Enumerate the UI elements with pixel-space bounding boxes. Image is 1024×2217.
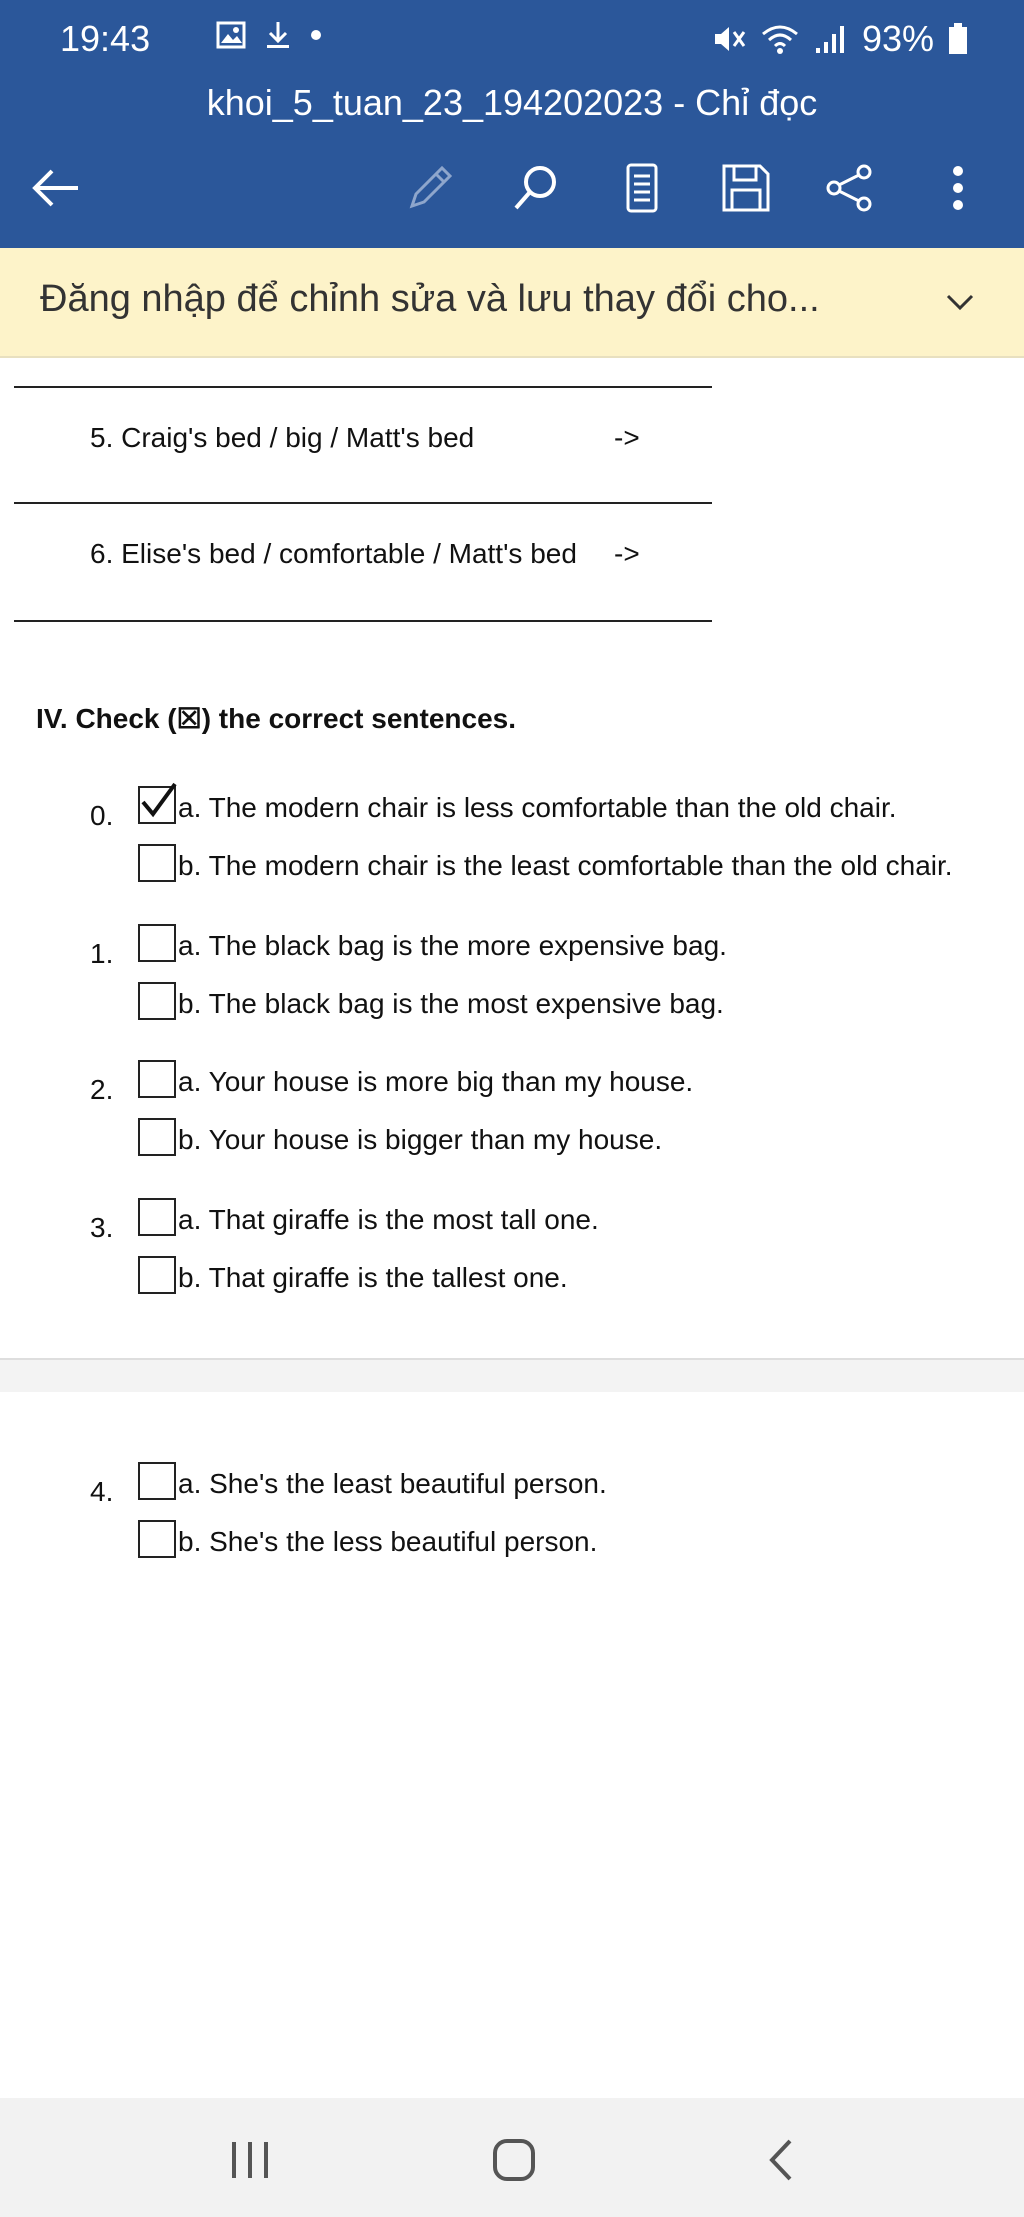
checkbox[interactable] xyxy=(138,1462,176,1500)
option-1b xyxy=(138,982,724,1020)
checkbox[interactable] xyxy=(138,924,176,962)
checkbox[interactable] xyxy=(138,1060,176,1098)
signal-icon xyxy=(814,24,848,54)
option-text: a. She's the least beautiful person. xyxy=(178,1468,607,1499)
section-heading: IV. Check (☒) the correct sentences. xyxy=(36,703,517,734)
share-icon xyxy=(824,162,876,214)
option-3b xyxy=(138,1256,568,1294)
option-text: b. She's the less beautiful person. xyxy=(178,1526,598,1557)
battery-icon xyxy=(948,23,968,55)
gallery-icon xyxy=(216,21,246,49)
option-text: b. The black bag is the most expensive bag. xyxy=(178,988,724,1019)
banner-text: Đăng nhập để chỉnh sửa và lưu thay đổi cho... xyxy=(40,278,820,320)
option-text: a. The black bag is the more expensive bag. xyxy=(178,930,727,961)
option-1a xyxy=(138,924,727,962)
answer-line xyxy=(14,386,712,388)
recent-apps-icon xyxy=(228,2140,272,2180)
dot-icon xyxy=(310,29,322,41)
wifi-icon xyxy=(760,23,800,55)
option-text: a. Your house is more big than my house. xyxy=(178,1066,694,1097)
checkbox[interactable] xyxy=(138,1198,176,1236)
question-number: 0. xyxy=(90,800,114,831)
app-header xyxy=(0,0,1024,248)
chevron-down-icon[interactable] xyxy=(936,278,984,326)
battery-percent: 93% xyxy=(861,18,934,59)
search-icon xyxy=(510,162,562,214)
option-2b xyxy=(138,1118,662,1156)
recent-apps-button[interactable] xyxy=(218,2128,282,2192)
edit-button[interactable] xyxy=(394,152,466,224)
document-page-1 xyxy=(0,358,1024,1358)
option-4a xyxy=(138,1462,607,1500)
question-number: 1. xyxy=(90,938,114,969)
back-arrow-icon xyxy=(30,168,82,208)
search-button[interactable] xyxy=(500,152,572,224)
option-4b xyxy=(138,1520,597,1558)
share-button[interactable] xyxy=(814,152,886,224)
option-2a xyxy=(138,1060,693,1098)
system-nav-bar xyxy=(0,2098,1024,2217)
checkmark-icon xyxy=(138,782,178,822)
option-3a xyxy=(138,1198,599,1236)
download-icon xyxy=(264,20,292,50)
checkbox-checked[interactable] xyxy=(138,786,176,824)
option-0b xyxy=(138,844,953,882)
exercise-item-5: 5. Craig's bed / big / Matt's bed xyxy=(90,422,475,453)
pencil-icon xyxy=(404,162,456,214)
back-chevron-icon xyxy=(764,2138,796,2182)
option-text: b. That giraffe is the tallest one. xyxy=(178,1262,568,1293)
exercise-arrow: -> xyxy=(614,538,640,569)
page-break xyxy=(0,1358,1024,1394)
checkbox[interactable] xyxy=(138,982,176,1020)
system-icons xyxy=(712,18,968,60)
option-text: a. The modern chair is less comfortable than the old chair. xyxy=(178,792,897,823)
document-title: khoi_5_tuan_23_194202023 - Chỉ đọc xyxy=(206,82,818,123)
more-vertical-icon xyxy=(950,165,966,211)
document-view-icon xyxy=(622,162,662,214)
home-button[interactable] xyxy=(482,2128,546,2192)
reading-view-button[interactable] xyxy=(606,152,678,224)
more-options-button[interactable] xyxy=(922,152,994,224)
answer-line xyxy=(14,502,712,504)
checkbox[interactable] xyxy=(138,1256,176,1294)
save-icon xyxy=(720,162,772,214)
system-back-button[interactable] xyxy=(748,2128,812,2192)
answer-line xyxy=(14,620,712,622)
option-text: b. The modern chair is the least comfortable than the old chair. xyxy=(178,850,953,881)
sign-in-banner[interactable] xyxy=(0,248,1024,358)
checkbox[interactable] xyxy=(138,1118,176,1156)
question-number: 2. xyxy=(90,1074,114,1105)
save-button[interactable] xyxy=(710,152,782,224)
question-number: 4. xyxy=(90,1476,114,1507)
mute-icon xyxy=(712,24,746,54)
exercise-item-6: 6. Elise's bed / comfortable / Matt's bed xyxy=(90,538,577,569)
checkbox[interactable] xyxy=(138,1520,176,1558)
exercise-arrow: -> xyxy=(614,422,640,453)
checkbox[interactable] xyxy=(138,844,176,882)
back-button[interactable] xyxy=(20,152,92,224)
notification-icons xyxy=(216,20,322,50)
document-page-2 xyxy=(0,1392,1024,2098)
option-text: a. That giraffe is the most tall one. xyxy=(178,1204,599,1235)
option-text: b. Your house is bigger than my house. xyxy=(178,1124,663,1155)
status-time: 19:43 xyxy=(60,18,151,59)
home-icon xyxy=(492,2138,536,2182)
option-0a xyxy=(138,786,897,824)
question-number: 3. xyxy=(90,1212,114,1243)
